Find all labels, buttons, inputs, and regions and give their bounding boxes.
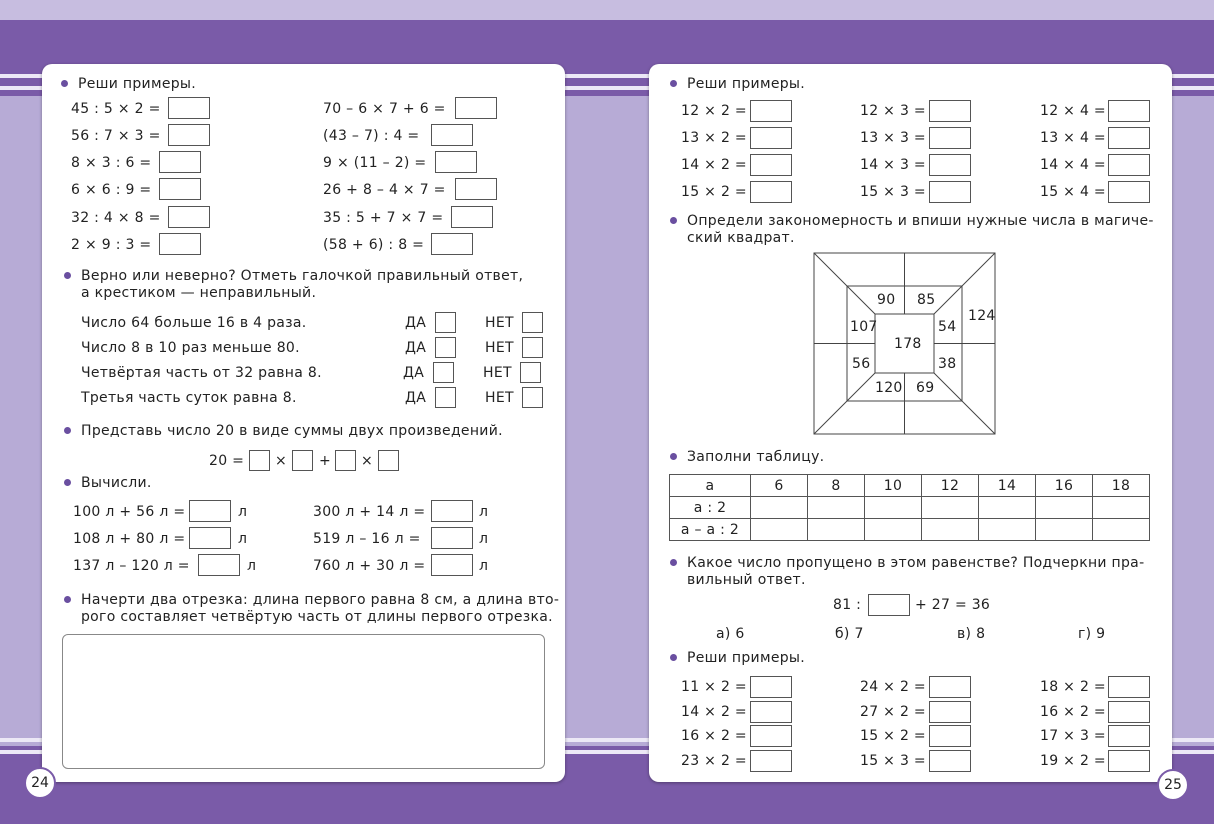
table-cell[interactable] <box>1093 519 1150 541</box>
example-text: 2 × 9 : 3 = <box>71 237 152 253</box>
statement-text: Число 8 в 10 раз меньше 80. <box>81 340 300 356</box>
example-text: 12 × 3 = <box>860 103 926 119</box>
example-text: 9 × (11 – 2) = <box>323 155 427 171</box>
example-text: 56 : 7 × 3 = <box>71 128 161 144</box>
answer-box[interactable] <box>750 676 792 698</box>
example-text: 15 × 2 = <box>860 728 926 744</box>
example-text: (58 + 6) : 8 = <box>323 237 425 253</box>
equation-right: + 27 = 36 <box>915 597 991 613</box>
example-text: 45 : 5 × 2 = <box>71 101 161 117</box>
square-number: 38 <box>938 356 957 372</box>
table-cell[interactable] <box>808 497 865 519</box>
task-title: Реши примеры. <box>78 76 197 92</box>
task-title: Верно или неверно? Отметь галочкой правильный ответ, <box>81 268 524 284</box>
table-header-cell: 8 <box>808 475 865 497</box>
answer-box[interactable] <box>189 527 231 549</box>
answer-box[interactable] <box>1108 127 1150 149</box>
answer-option[interactable]: г) 9 <box>1078 626 1106 642</box>
answer-box[interactable] <box>292 450 313 471</box>
no-label: НЕТ <box>483 365 512 381</box>
unit-label: л <box>247 558 257 574</box>
answer-box[interactable] <box>1108 725 1150 747</box>
answer-box[interactable] <box>929 100 971 122</box>
fill-table <box>669 474 1150 541</box>
example-text: 17 × 3 = <box>1040 728 1106 744</box>
no-label: НЕТ <box>485 390 514 406</box>
task-title: Реши примеры. <box>687 650 806 666</box>
example-text: 26 + 8 – 4 × 7 = <box>323 182 446 198</box>
yes-label: ДА <box>405 315 427 331</box>
answer-box[interactable] <box>1108 154 1150 176</box>
square-number: 178 <box>894 336 922 352</box>
statement-text: Число 64 больше 16 в 4 раза. <box>81 315 307 331</box>
top-band <box>0 0 1214 20</box>
example-text: 13 × 4 = <box>1040 130 1106 146</box>
yes-label: ДА <box>405 390 427 406</box>
equation-left: 81 : <box>833 597 862 613</box>
times-sign: × <box>361 453 374 469</box>
example-text: 12 × 2 = <box>681 103 747 119</box>
drawing-area[interactable] <box>62 634 545 769</box>
answer-box[interactable] <box>451 206 493 228</box>
example-text: 8 × 3 : 6 = <box>71 155 152 171</box>
example-text: 12 × 4 = <box>1040 103 1106 119</box>
example-text: 100 л + 56 л = <box>73 504 186 520</box>
square-number: 56 <box>852 356 871 372</box>
answer-box[interactable] <box>750 701 792 723</box>
example-text: 13 × 2 = <box>681 130 747 146</box>
times-sign: × <box>275 453 288 469</box>
table-cell[interactable] <box>751 497 808 519</box>
yes-checkbox[interactable] <box>435 312 456 333</box>
task-title: вильный ответ. <box>687 572 806 588</box>
answer-box[interactable] <box>168 124 210 146</box>
table-header-cell: 16 <box>1036 475 1093 497</box>
table-header-cell: 12 <box>922 475 979 497</box>
example-text: 16 × 2 = <box>1040 704 1106 720</box>
statement-text: Третья часть суток равна 8. <box>81 390 297 406</box>
answer-box[interactable] <box>335 450 356 471</box>
square-number: 90 <box>877 292 896 308</box>
example-text: 15 × 4 = <box>1040 184 1106 200</box>
table-cell[interactable] <box>922 497 979 519</box>
answer-box[interactable] <box>431 500 473 522</box>
example-text: (43 – 7) : 4 = <box>323 128 420 144</box>
table-cell[interactable] <box>979 519 1036 541</box>
answer-box[interactable] <box>198 554 240 576</box>
answer-box[interactable] <box>159 151 201 173</box>
answer-box[interactable] <box>750 100 792 122</box>
page-number-right: 25 <box>1157 769 1189 801</box>
equation-lhs: 20 = <box>209 453 245 469</box>
task-title: Какое число пропущено в этом равенстве? Подчеркни пра- <box>687 555 1145 571</box>
bullet-icon <box>670 559 677 566</box>
answer-box[interactable] <box>1108 701 1150 723</box>
answer-box[interactable] <box>455 97 497 119</box>
bullet-icon <box>64 272 71 279</box>
task-title: Начерти два отрезка: длина первого равна 8 см, а длина вто- <box>81 592 560 608</box>
square-number: 124 <box>968 308 996 324</box>
bullet-icon <box>670 217 677 224</box>
answer-box[interactable] <box>750 154 792 176</box>
task-title: Реши примеры. <box>687 76 806 92</box>
square-number: 69 <box>916 380 935 396</box>
bullet-icon <box>670 453 677 460</box>
unit-label: л <box>479 504 489 520</box>
table-cell[interactable] <box>1093 497 1150 519</box>
no-checkbox[interactable] <box>522 387 543 408</box>
yes-checkbox[interactable] <box>435 337 456 358</box>
no-checkbox[interactable] <box>520 362 541 383</box>
example-text: 14 × 2 = <box>681 157 747 173</box>
answer-box[interactable] <box>750 127 792 149</box>
answer-box[interactable] <box>159 178 201 200</box>
example-text: 14 × 2 = <box>681 704 747 720</box>
table-cell[interactable] <box>1036 519 1093 541</box>
answer-box[interactable] <box>435 151 477 173</box>
no-checkbox[interactable] <box>522 337 543 358</box>
unit-label: л <box>479 558 489 574</box>
yes-label: ДА <box>405 340 427 356</box>
square-number: 54 <box>938 319 957 335</box>
no-label: НЕТ <box>485 315 514 331</box>
yes-label: ДА <box>403 365 425 381</box>
answer-box[interactable] <box>750 750 792 772</box>
answer-box[interactable] <box>159 233 201 255</box>
table-cell[interactable] <box>808 519 865 541</box>
unit-label: л <box>479 531 489 547</box>
example-text: 14 × 3 = <box>860 157 926 173</box>
example-text: 32 : 4 × 8 = <box>71 210 161 226</box>
task-title: Представь число 20 в виде суммы двух произведений. <box>81 423 503 439</box>
answer-box[interactable] <box>929 127 971 149</box>
table-row <box>670 497 1150 519</box>
bullet-icon <box>64 596 71 603</box>
answer-box[interactable] <box>189 500 231 522</box>
bullet-icon <box>64 427 71 434</box>
table-cell[interactable] <box>865 497 922 519</box>
table-header-cell: 14 <box>979 475 1036 497</box>
task-title: рого составляет четвёртую часть от длины первого отрезка. <box>81 609 553 625</box>
answer-option[interactable]: б) 7 <box>835 626 864 642</box>
example-text: 70 – 6 × 7 + 6 = <box>323 101 446 117</box>
table-header-cell: 10 <box>865 475 922 497</box>
example-text: 15 × 3 = <box>860 753 926 769</box>
answer-box[interactable] <box>168 206 210 228</box>
bullet-icon <box>670 654 677 661</box>
task-title: ский квадрат. <box>687 230 795 246</box>
answer-box[interactable] <box>431 527 473 549</box>
answer-box[interactable] <box>1108 100 1150 122</box>
right-page <box>649 64 1172 782</box>
answer-box[interactable] <box>249 450 270 471</box>
bullet-icon <box>670 80 677 87</box>
square-number: 120 <box>875 380 903 396</box>
example-text: 108 л + 80 л = <box>73 531 186 547</box>
yes-checkbox[interactable] <box>433 362 454 383</box>
square-number: 107 <box>850 319 878 335</box>
example-text: 19 × 2 = <box>1040 753 1106 769</box>
example-text: 18 × 2 = <box>1040 679 1106 695</box>
answer-box[interactable] <box>455 178 497 200</box>
bullet-icon <box>64 479 71 486</box>
answer-box[interactable] <box>431 554 473 576</box>
example-text: 14 × 4 = <box>1040 157 1106 173</box>
table-cell[interactable] <box>979 497 1036 519</box>
no-checkbox[interactable] <box>522 312 543 333</box>
example-text: 519 л – 16 л = <box>313 531 421 547</box>
yes-checkbox[interactable] <box>435 387 456 408</box>
table-cell[interactable] <box>1036 497 1093 519</box>
table-row-label: a : 2 <box>670 497 751 519</box>
table-row-label: a – a : 2 <box>670 519 751 541</box>
example-text: 6 × 6 : 9 = <box>71 182 152 198</box>
table-cell[interactable] <box>751 519 808 541</box>
answer-box[interactable] <box>929 154 971 176</box>
plus-sign: + <box>319 453 332 469</box>
example-text: 15 × 2 = <box>681 184 747 200</box>
example-text: 23 × 2 = <box>681 753 747 769</box>
left-page <box>42 64 565 782</box>
answer-box[interactable] <box>929 676 971 698</box>
example-text: 11 × 2 = <box>681 679 747 695</box>
example-text: 27 × 2 = <box>860 704 926 720</box>
unit-label: л <box>238 531 248 547</box>
table-cell[interactable] <box>922 519 979 541</box>
example-text: 760 л + 30 л = <box>313 558 426 574</box>
answer-box[interactable] <box>1108 676 1150 698</box>
bullet-icon <box>61 80 68 87</box>
task-title: Вычисли. <box>81 475 152 491</box>
table-row <box>670 519 1150 541</box>
task-title: Определи закономерность и впиши нужные числа в магиче- <box>687 213 1154 229</box>
table-row <box>670 475 1150 497</box>
table-cell[interactable] <box>865 519 922 541</box>
table-header-cell: 6 <box>751 475 808 497</box>
answer-option[interactable]: в) 8 <box>957 626 986 642</box>
answer-box[interactable] <box>750 725 792 747</box>
answer-box[interactable] <box>168 97 210 119</box>
answer-box[interactable] <box>431 233 473 255</box>
answer-box[interactable] <box>929 725 971 747</box>
task-title: а крестиком — неправильный. <box>81 285 317 301</box>
page-number-left: 24 <box>24 767 56 799</box>
unit-label: л <box>238 504 248 520</box>
answer-box[interactable] <box>1108 750 1150 772</box>
no-label: НЕТ <box>485 340 514 356</box>
answer-box[interactable] <box>750 181 792 203</box>
statement-text: Четвёртая часть от 32 равна 8. <box>81 365 322 381</box>
example-text: 16 × 2 = <box>681 728 747 744</box>
answer-box[interactable] <box>431 124 473 146</box>
table-header-cell: 18 <box>1093 475 1150 497</box>
answer-box[interactable] <box>929 750 971 772</box>
example-text: 24 × 2 = <box>860 679 926 695</box>
task-title: Заполни таблицу. <box>687 449 825 465</box>
example-text: 137 л – 120 л = <box>73 558 190 574</box>
answer-box[interactable] <box>929 701 971 723</box>
answer-box[interactable] <box>1108 181 1150 203</box>
example-text: 300 л + 14 л = <box>313 504 426 520</box>
answer-box[interactable] <box>378 450 399 471</box>
square-number: 85 <box>917 292 936 308</box>
example-text: 15 × 3 = <box>860 184 926 200</box>
table-header-cell: a <box>670 475 751 497</box>
answer-box[interactable] <box>868 594 910 616</box>
answer-box[interactable] <box>929 181 971 203</box>
example-text: 13 × 3 = <box>860 130 926 146</box>
example-text: 35 : 5 + 7 × 7 = <box>323 210 444 226</box>
answer-option[interactable]: а) 6 <box>716 626 745 642</box>
